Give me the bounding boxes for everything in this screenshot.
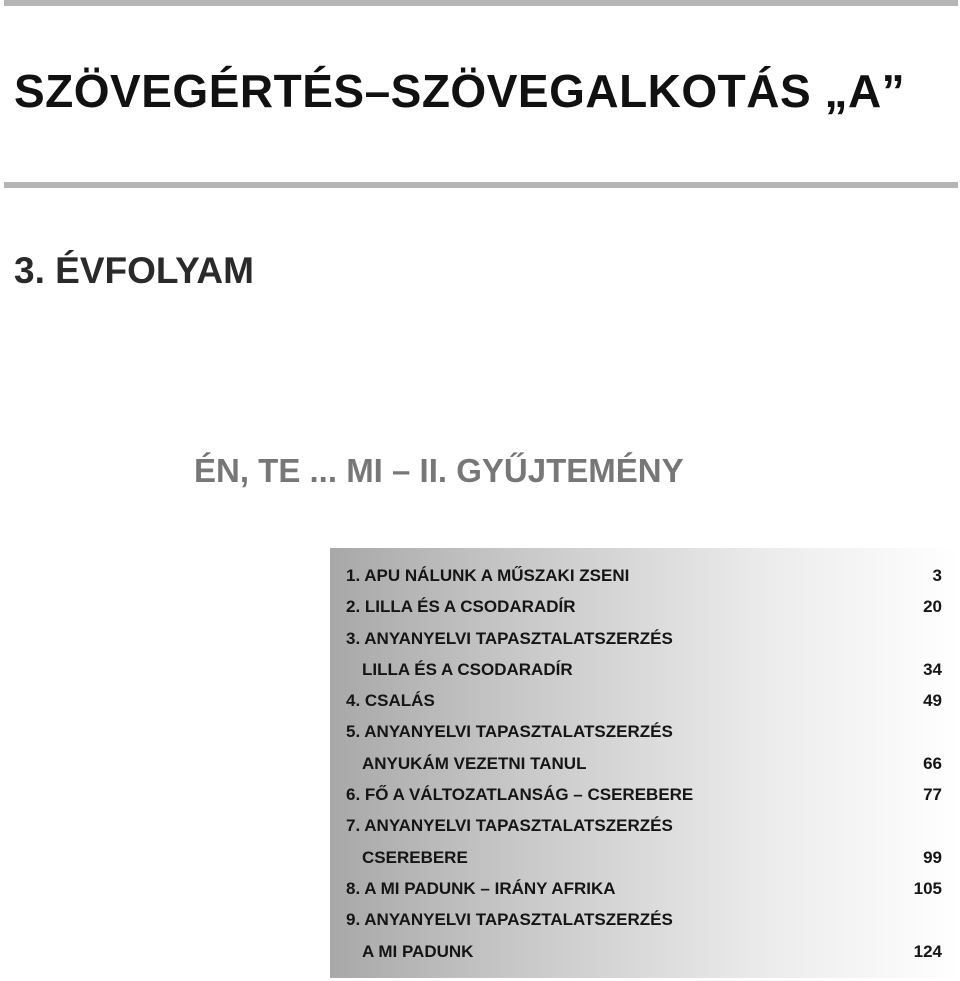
toc-entry-title: 5. ANYANYELVI TAPASZTALATSZERZÉS	[346, 722, 673, 742]
toc-entry-title: 6. FŐ A VÁLTOZATLANSÁG – CSEREBERE	[346, 785, 694, 805]
toc-entry-page: 105	[913, 878, 942, 898]
toc-entry-title: 4. CSALÁS	[346, 691, 435, 711]
toc-entry-title: 7. ANYANYELVI TAPASZTALATSZERZÉS	[346, 816, 673, 836]
toc-entry-title: A MI PADUNK	[362, 941, 474, 961]
toc-entry-title: 9. ANYANYELVI TAPASZTALATSZERZÉS	[346, 910, 673, 930]
toc-entry-title: 2. LILLA ÉS A CSODARADÍR	[346, 597, 576, 617]
toc-entry-page: 124	[913, 941, 942, 961]
toc-list	[330, 548, 960, 967]
title-divider	[4, 182, 958, 188]
toc-entry-title: 3. ANYANYELVI TAPASZTALATSZERZÉS	[346, 628, 673, 648]
toc-entry	[330, 873, 960, 904]
toc-entry-subtitle	[330, 654, 960, 685]
toc-entry	[330, 623, 960, 654]
top-divider	[4, 0, 958, 6]
toc-entry-title: ANYUKÁM VEZETNI TANUL	[362, 753, 587, 773]
toc-entry	[330, 904, 960, 935]
page-title: SZÖVEGÉRTÉS–SZÖVEGALKOTÁS „A”	[14, 65, 906, 117]
toc-entry-title: 8. A MI PADUNK – IRÁNY AFRIKA	[346, 878, 616, 898]
toc-entry-title: CSEREBERE	[362, 847, 468, 867]
toc-entry-page: 99	[923, 847, 942, 867]
toc-entry	[330, 560, 960, 591]
toc-entry-page: 77	[923, 785, 942, 805]
toc-entry-subtitle	[330, 748, 960, 779]
toc-entry-subtitle	[330, 842, 960, 873]
toc-entry	[330, 685, 960, 716]
toc-entry-page: 20	[923, 597, 942, 617]
toc-entry	[330, 779, 960, 810]
toc-entry-subtitle	[330, 936, 960, 967]
toc-entry	[330, 810, 960, 841]
toc-entry-title: 1. APU NÁLUNK A MŰSZAKI ZSENI	[346, 566, 630, 585]
toc-entry	[330, 716, 960, 747]
table-of-contents	[330, 548, 960, 978]
toc-entry-page: 49	[923, 691, 942, 711]
toc-entry-page: 3	[932, 566, 942, 585]
toc-entry-title: LILLA ÉS A CSODARADÍR	[362, 659, 573, 679]
toc-entry	[330, 591, 960, 622]
toc-entry-page: 34	[923, 659, 942, 679]
grade-heading: 3. ÉVFOLYAM	[14, 250, 254, 291]
toc-entry-page: 66	[923, 753, 942, 773]
collection-heading: ÉN, TE ... MI – II. GYŰJTEMÉNY	[194, 452, 684, 489]
